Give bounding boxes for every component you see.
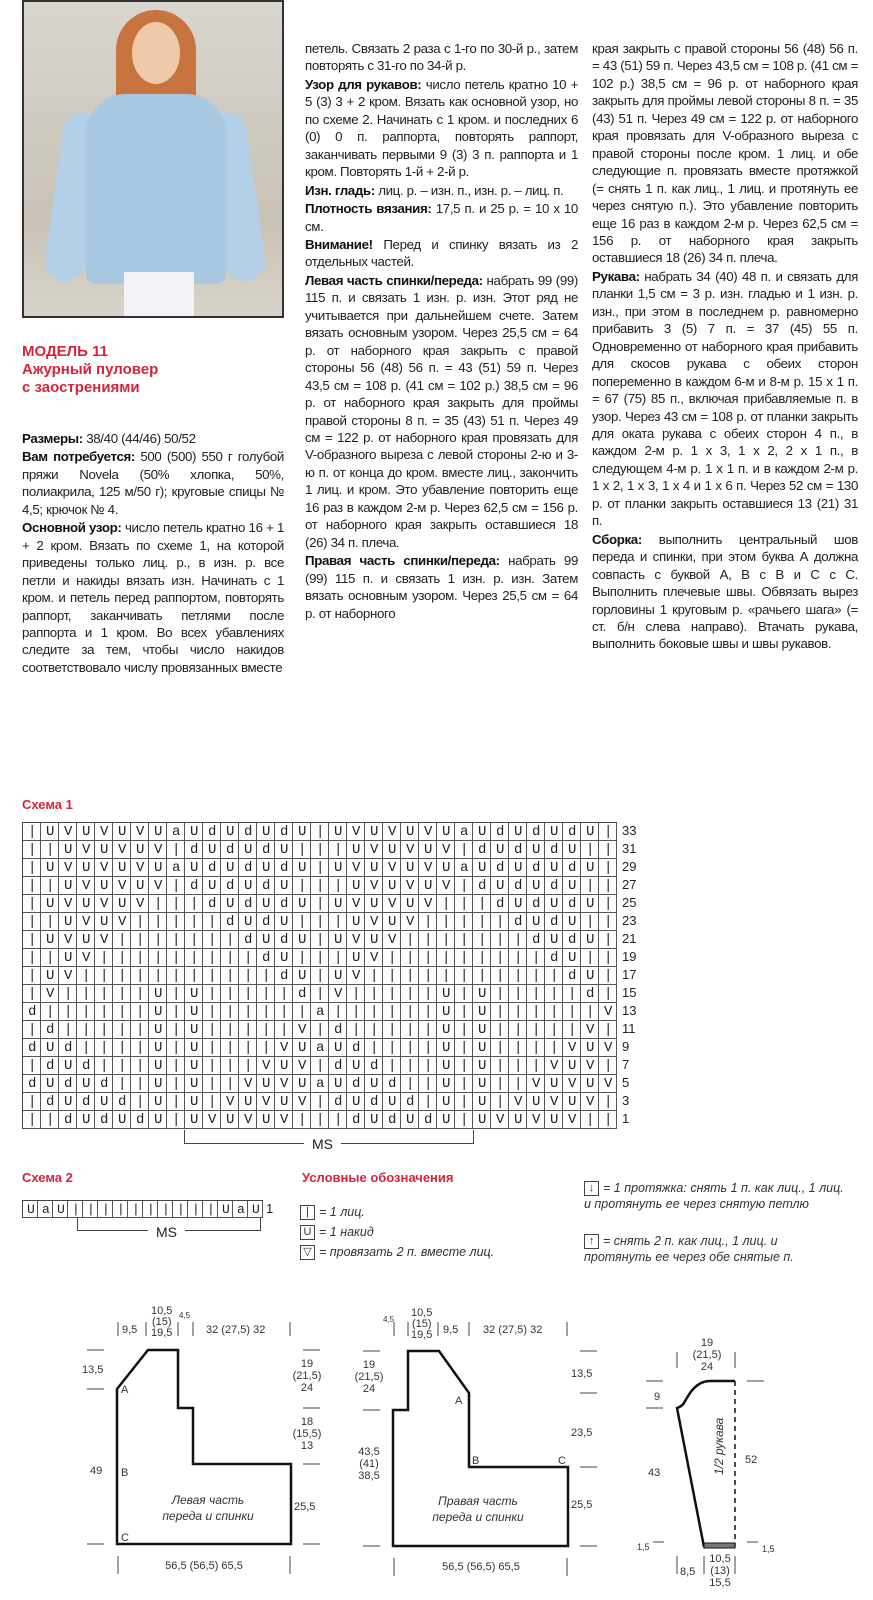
- paragraph-heading: Основной узор:: [22, 520, 122, 536]
- dim-label: 25,5: [294, 1501, 316, 1513]
- point-label: A: [121, 1384, 129, 1396]
- k2tog-icon: ▽: [300, 1245, 315, 1260]
- dim-label: 56,5 (56,5) 65,5: [442, 1561, 520, 1573]
- dim-label: 9,5: [443, 1324, 459, 1336]
- paragraph-heading: Вам потребуется:: [22, 449, 135, 465]
- chart-row: |UVUVUVUaUdUdUdU|UVUVUVUaUdUdUdU|: [28, 860, 623, 876]
- dim-label: 15,5: [709, 1577, 731, 1589]
- paragraph-heading: Узор для рукавов:: [305, 76, 422, 92]
- piece-label: Правая часть: [438, 1494, 518, 1508]
- paragraph-heading: Правая часть спинки/переда:: [305, 553, 500, 569]
- dim-label: 43,5: [358, 1446, 380, 1458]
- dim-label: (15): [152, 1316, 172, 1328]
- point-label: C: [121, 1532, 129, 1544]
- chart-row: |UV|||||||||||dU|UV|||||||||||dU|: [28, 968, 623, 984]
- paragraph-text: набрать 34 (40) 48 п. и связать для планки 1,5 см = 3 р. изн. гладью и 1 изн. р. изн., при этом в последнем р. равномерно прибавить 3 (5) 7 п. = 37 (45) 55 п. Одновременно от наборного края прибавить для скосов рукава с обеих сторон попеременно в каждом 6-м и 8-м р. 15 х 1 п. = 67 (75) 85 п., включая прибавляемые п. в узор. Через 43 см = 108 р. от планки закрыть для оката рукава с обеих сторон 4 п., в каждом 2-м р. 1 х 3, 1 х 2, 2 х 1 п., в следующем 4-м р. 1 х 1 п. и в каждом 2-м р. 1 х 2, 1 х 3, 1 х 4 и 1 х 6 п. Через 52 см = 130 р. от планки закрыть оставшиеся 13 (21) 31 п.: [592, 268, 858, 529]
- piece-label: 1/2 рукава: [712, 1417, 726, 1475]
- dim-label: 25,5: [571, 1499, 593, 1511]
- repeat-label: MS: [148, 1224, 185, 1240]
- row-number: 13: [622, 1003, 637, 1018]
- chart-row: |UVUVUV|||dUdUdU|UVUVUV|||dUdUdU|: [28, 896, 623, 912]
- dim-label: 1,5: [637, 1542, 650, 1552]
- dim-label: 19: [700, 1337, 714, 1349]
- row-number: 23: [622, 913, 637, 928]
- dim-label: 13: [300, 1440, 314, 1452]
- model-name: с заострениями: [22, 379, 140, 396]
- paragraph-text: выполнить центральный шов переда и спинки, при этом буква А должна совпасть с буквой А, В с В и С с С. Выполнить плечевые швы. Обвязать вырез горловины 1 круговым р. «рачьего шага» (= ст. б/н слева направо). Втачать рукава, выполнить боковые швы и швы рукавов.: [592, 531, 858, 652]
- dim-label: (21,5): [692, 1349, 722, 1361]
- chart-row: |dUd|||U|U|||VUV|dUd|||U|U|||VUV|: [28, 1058, 623, 1074]
- sleeve-outline: [677, 1381, 735, 1547]
- chart-row: ||dUdUdU|UVUVUV|||dUdUdU|UVUVUV||: [28, 1112, 623, 1128]
- paragraph-heading: Размеры:: [22, 431, 83, 446]
- dim-label: 24: [362, 1383, 376, 1395]
- dim-label: 23,5: [571, 1427, 593, 1439]
- point-label: B: [121, 1467, 129, 1479]
- dim-label: 24: [700, 1361, 714, 1373]
- paragraph-heading: Рукава:: [592, 268, 640, 284]
- row-number: 3: [622, 1093, 630, 1108]
- dim-label: 32 (27,5) 32: [206, 1324, 266, 1336]
- row-number: 31: [622, 841, 637, 856]
- scheme1-title: Схема 1: [22, 797, 73, 812]
- dim-label: 8,5: [680, 1566, 696, 1578]
- dim-label: 9,5: [122, 1324, 138, 1336]
- legend-item-ssk: ↓ = 1 протяжка: снять 1 п. как лиц., 1 лиц. и протянуть ее через снятую петлю: [584, 1181, 844, 1212]
- chart-row: dUd||||U|U||||VUaUd||||U|U||||VUV: [28, 1040, 623, 1056]
- dim-label: (21,5): [292, 1370, 322, 1382]
- row-number: 25: [622, 895, 637, 910]
- dim-label: 10,5: [709, 1553, 731, 1565]
- dim-label: 19: [300, 1358, 314, 1370]
- row-number: 21: [622, 931, 637, 946]
- chart-row: d||||||U|U||||||a||||||U|U||||||V: [28, 1004, 623, 1020]
- dim-label: (21,5): [354, 1371, 384, 1383]
- model-number: МОДЕЛЬ 11: [22, 343, 108, 360]
- dim-label: 19,5: [151, 1327, 173, 1339]
- ssk-icon: ↓: [584, 1181, 599, 1196]
- dim-label: (15,5): [292, 1428, 322, 1440]
- paragraph-text: лиц. р. – изн. п., изн. р. – лиц. п.: [374, 182, 564, 198]
- dim-label: 52: [745, 1454, 758, 1466]
- dim-label: 10,5: [411, 1307, 433, 1319]
- row-number: 5: [622, 1075, 630, 1090]
- paragraph-text: петель. Связать 2 раза с 1-го по 30-й р., затем повторять с 31-го по 34-й р.: [305, 41, 578, 74]
- s2kp-icon: ↑: [584, 1234, 599, 1249]
- paragraph-text: число петель кратно 16 + 1 + 2 кром. Вязать по схеме 1, на которой приведены только лиц. р., в изн. р. все петли и накиды вязать изн. Начинать с 1 кром. и петель перед раппортом, повторять раппорт, заканчивать петлями после раппорта и 1 кром. Во всех убавлениях следите за тем, чтобы число накидов соответствовало числу провязанных вместе: [22, 520, 285, 675]
- paragraph-heading: Изн. гладь:: [305, 182, 375, 198]
- paragraph-text: 17,5 п. и 25 р. = 10 х 10 см.: [305, 201, 578, 234]
- dim-label: (15): [412, 1318, 432, 1330]
- model-name: Ажурный пуловер: [22, 361, 159, 378]
- scheme2-title: Схема 2: [22, 1170, 73, 1185]
- dim-label: 4,5: [383, 1315, 395, 1324]
- row-number: 9: [622, 1039, 630, 1054]
- point-label: C: [558, 1455, 566, 1467]
- point-label: A: [455, 1395, 463, 1407]
- piece-label: переда и спинки: [432, 1510, 524, 1524]
- row-number: 17: [622, 967, 637, 982]
- dim-label: 13,5: [571, 1368, 593, 1380]
- paragraph-heading: Внимание!: [305, 236, 373, 252]
- dim-label: 19: [362, 1359, 376, 1371]
- chart-row: |V|||||U|U|||||d|V|||||U|U|||||d|: [28, 986, 623, 1002]
- piece-label: Левая часть: [171, 1493, 245, 1507]
- dim-label: 32 (27,5) 32: [483, 1324, 543, 1336]
- legend-item-yarn-over: U = 1 накид: [300, 1224, 374, 1240]
- piece-label: переда и спинки: [162, 1509, 254, 1523]
- legend-title: Условные обозначения: [302, 1170, 454, 1185]
- left-piece-diagram: [82, 1305, 321, 1574]
- row-number: 7: [622, 1057, 630, 1072]
- yarn-over-icon: U: [300, 1225, 315, 1240]
- row-number: 29: [622, 859, 637, 874]
- paragraph-heading: Сборка:: [592, 531, 642, 547]
- dim-label: 13,5: [82, 1364, 104, 1376]
- dim-label: (13): [710, 1565, 730, 1577]
- repeat-label: MS: [304, 1136, 341, 1152]
- scheme2-row-number: 1: [266, 1201, 274, 1216]
- legend-item-s2kp: ↑ = снять 2 п. как лиц., 1 лиц. и протянуть ее через обе снятые п.: [584, 1234, 794, 1265]
- row-number: 11: [622, 1021, 636, 1036]
- paragraph-text: набрать 99 (99) 115 п. и связать 1 изн. р. изн. Затем вязать основным узором. Через 25,5 см = 64 р. от наборного: [305, 553, 578, 621]
- chart-row: |UVUVUVUaUdUdUdU|UVUVUVUaUdUdUdU|: [28, 824, 623, 840]
- row-number: 15: [622, 985, 637, 1000]
- paragraph-text: число петель кратно 10 + 5 (3) 3 + 2 кром. Вязать как основной узор, но по схеме 2. Начинать с 1 кром. и последних 6 (0) 0 п. раппорта, повторять раппорт, заканчивать первыми 9 (3) 3 п. раппорта и 1 кром. Повторять 1-й + 2-й р.: [305, 76, 578, 180]
- legend-item-k2tog: ▽ = провязать 2 п. вместе лиц.: [300, 1244, 494, 1260]
- chart-row: |d|||||U|U|||||V|d|||||U|U|||||V|: [28, 1022, 623, 1038]
- sleeve-diagram: [637, 1337, 775, 1589]
- chart-row: |dUdUd|U|U|VUVUV|dUdUd|U|U|VUVUV|: [28, 1094, 623, 1110]
- dim-label: 38,5: [358, 1470, 380, 1482]
- scheme2-row: UaU||||||||||UaU: [27, 1202, 268, 1217]
- chart-row: ||UV|||||||||dU|||UV|||||||||dU||: [28, 950, 623, 966]
- paragraph-text: 500 (500) 550 г голубой пряжи Novela (50% хлопка, 50%, полиакрила, 125 м/50 г); круговые спицы № 4,5; крючок № 4.: [22, 449, 284, 517]
- sleeve-cuff: [704, 1543, 735, 1548]
- paragraph-text: края закрыть с правой стороны 56 (48) 56 п. = 43 (51) 59 п. Через 43,5 см = 108 р. (41 см = 102 р.) 38,5 см = 96 р. от наборного края закрыть для проймы левой стороны 8 п. = 35 (43) 51 п. Через 49 см = 122 р. от наборного края провязать для V-образного выреза с правой стороны после кром. 1 лиц. и обе следующие п. провязать вместе протяжкой (= снять 1 п. как лиц., 1 лиц. и протянуть ее через снятую п.). Это убавление повторить еще 16 раз в каждом 2-м р. Через 62,5 см = 156 р. от наборного края закрыть оставшиеся 18 (26) 34 п. плеча.: [592, 41, 858, 266]
- dim-label: 4,5: [179, 1311, 191, 1320]
- paragraph-heading: Плотность вязания:: [305, 201, 432, 217]
- paragraph-text: набрать 99 (99) 115 п. и связать 1 изн. р. изн. Этот ряд не учитывается при дальнейшем счете. Затем вязать основным узором. Через 25,5 см = 64 р. от наборного края закрыть с правой стороны 56 (48) 56 п. = 43 (51) 59 п. Через 43,5 см = 108 р. (41 см = 102 р.) 38,5 см = 96 р. от наборного края закрыть для проймы правой стороны 8 п. = 35 (43) 51 п. Через 49 см = 122 р. от наборного края провязать для V-образного выреза с левой стороны 2-ю и 3-ю п. от конца до кром. вместе лиц., закончить 1 лиц. и кром. Это убавление повторить еще 16 раз в каждом 2-м р. Через 62,5 см = 156 р. от наборного края закрыть оставшиеся 18 (26) 34 п. плеча.: [305, 272, 578, 550]
- dim-label: 43: [648, 1467, 661, 1479]
- chart-row: ||UVUV|||||dUdU|||UVUV|||||dUdU||: [28, 914, 623, 930]
- paragraph-heading: Левая часть спинки/переда:: [305, 272, 483, 288]
- chart-row: ||UVUVUV|dUdUdU|||UVUVUV|dUdUdU||: [28, 842, 623, 858]
- knit-icon: |: [300, 1205, 315, 1220]
- paragraph-text: 38/40 (44/46) 50/52: [82, 431, 196, 446]
- dim-label: 49: [90, 1465, 103, 1477]
- chart-row: |UVUV|||||||dUdU|UVUV|||||||dUdU|: [28, 932, 623, 948]
- row-number: 33: [622, 823, 637, 838]
- dim-label: 19,5: [411, 1329, 433, 1341]
- dim-label: 1,5: [762, 1544, 775, 1554]
- dim-label: 56,5 (56,5) 65,5: [165, 1560, 243, 1572]
- dim-label: 10,5: [151, 1305, 173, 1317]
- right-piece-diagram: [355, 1307, 597, 1576]
- point-label: B: [472, 1455, 480, 1467]
- dim-label: 24: [300, 1382, 314, 1394]
- row-number: 27: [622, 877, 637, 892]
- dim-label: (41): [359, 1458, 379, 1470]
- row-number: 19: [622, 949, 637, 964]
- paragraph-text: Перед и спинку вязать из 2 отдельных частей.: [305, 236, 578, 270]
- chart-row: dUdUd||U|U||VUVUaUdUd||U|U||VUVUV: [28, 1076, 623, 1092]
- row-number: 1: [622, 1111, 630, 1126]
- legend-item-knit: | = 1 лиц.: [300, 1204, 365, 1220]
- dim-label: 18: [300, 1416, 314, 1428]
- dim-label: 9: [654, 1391, 661, 1403]
- chart-row: ||UVUVUV|dUdUdU|||UVUVUV|dUdUdU||: [28, 878, 623, 894]
